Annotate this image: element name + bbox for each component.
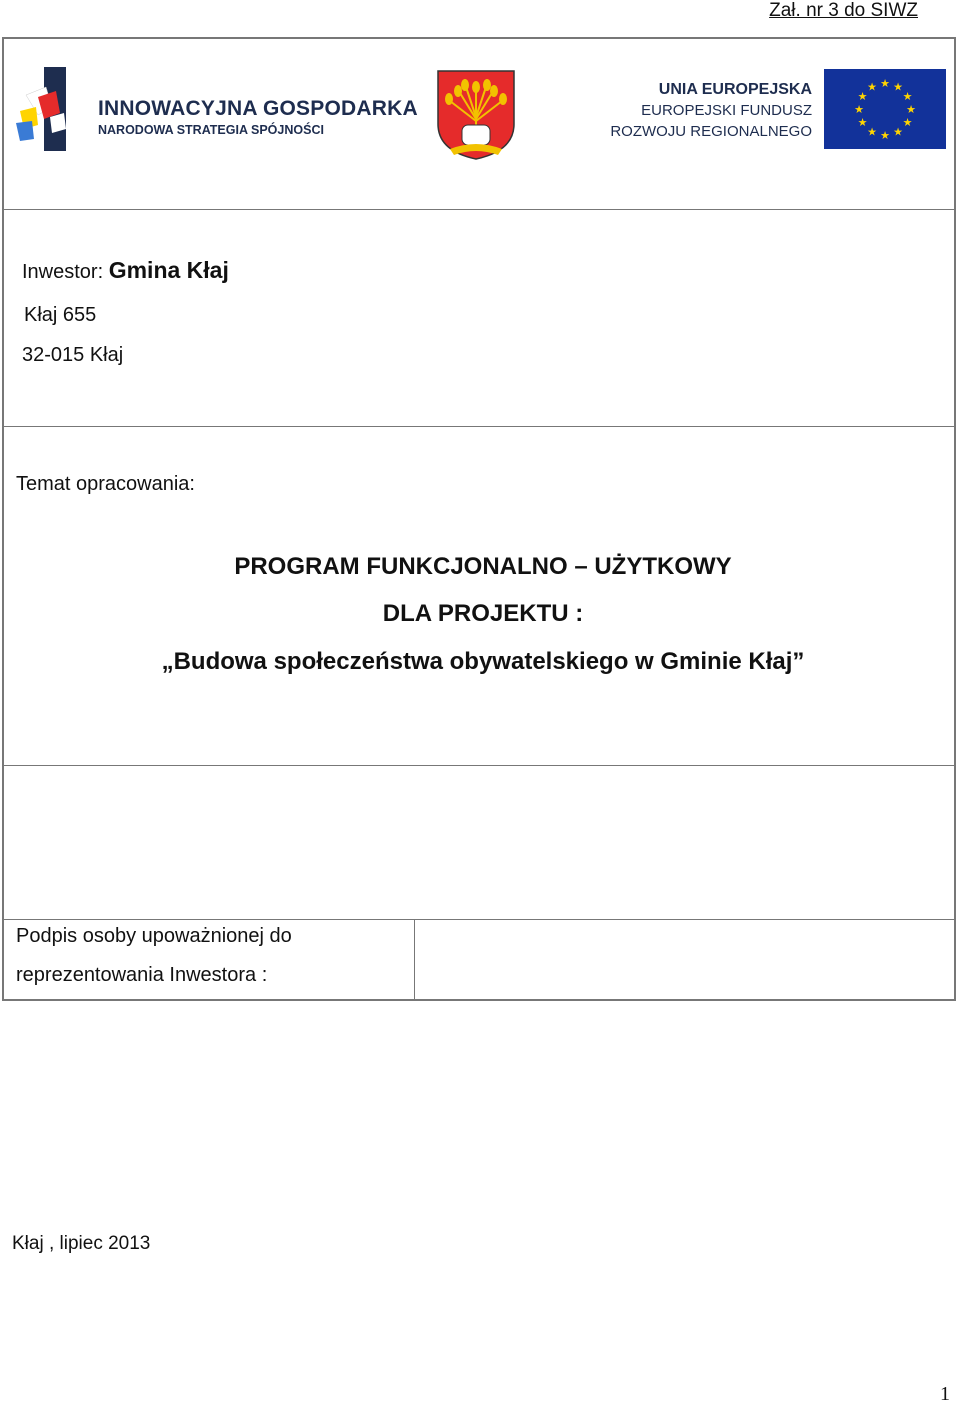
- eu-star-icon: ★: [857, 90, 868, 103]
- signature-label-line2: reprezentowania Inwestora :: [16, 964, 268, 986]
- eu-line2: EUROPEJSKI FUNDUSZ: [641, 102, 812, 119]
- attachment-label: Zał. nr 3 do SIWZ: [769, 0, 918, 21]
- eu-star-icon: ★: [854, 103, 864, 116]
- project-name: „Budowa społeczeństwa obywatelskiego w Gminie Kłaj”: [161, 648, 805, 675]
- ig-emblem-icon: [16, 67, 76, 153]
- ig-subtitle: NARODOWA STRATEGIA SPÓJNOŚCI: [98, 123, 324, 137]
- form-frame: [2, 37, 956, 1001]
- page-number: 1: [940, 1383, 950, 1405]
- place-date: Kłaj , lipiec 2013: [12, 1233, 151, 1254]
- eu-star-icon: ★: [880, 77, 890, 90]
- eu-star-icon: ★: [893, 80, 903, 94]
- investor-address-street: Kłaj 655: [24, 304, 97, 326]
- eu-line3: ROZWOJU REGIONALNEGO: [610, 123, 812, 140]
- eu-star-icon: ★: [867, 80, 877, 94]
- investor-line: [22, 257, 229, 284]
- eu-star-icon: ★: [880, 129, 890, 142]
- eu-star-icon: ★: [906, 103, 916, 116]
- investor-name: Gmina Kłaj: [108, 257, 229, 283]
- ig-title: INNOWACYJNA GOSPODARKA: [98, 97, 418, 120]
- eu-star-icon: ★: [893, 125, 903, 139]
- innowacyjna-gospodarka-logo: [16, 65, 418, 155]
- gmina-crest-icon: [436, 69, 516, 161]
- eu-star-icon: ★: [902, 116, 913, 129]
- project-label: DLA PROJEKTU :: [382, 600, 584, 627]
- signature-divider: [414, 919, 415, 1001]
- investor-label: Inwestor:: [22, 261, 104, 283]
- topic-label: Temat opracowania:: [16, 473, 195, 495]
- eu-star-icon: ★: [867, 125, 877, 139]
- eu-line1: UNIA EUROPEJSKA: [658, 81, 812, 98]
- eu-star-icon: ★: [857, 116, 868, 129]
- eu-flag-icon: [824, 69, 946, 149]
- investor-address-city: 32-015 Kłaj: [22, 344, 124, 366]
- eu-fund-text: [600, 79, 812, 142]
- divider-signature: [4, 919, 954, 920]
- divider-logos: [4, 209, 954, 210]
- divider-topic: [4, 765, 954, 766]
- divider-investor: [4, 426, 954, 427]
- eu-star-icon: ★: [902, 90, 913, 103]
- program-title: PROGRAM FUNKCJONALNO – UŻYTKOWY: [234, 553, 732, 580]
- signature-label-line1: Podpis osoby upoważnionej do: [16, 925, 292, 947]
